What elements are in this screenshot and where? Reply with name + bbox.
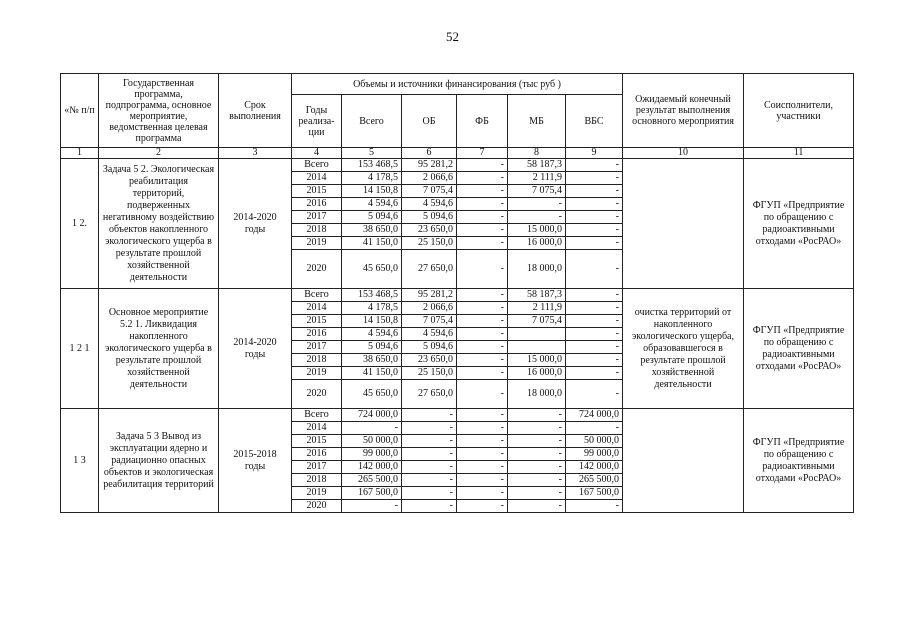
cell-vbs: 50 000,0 xyxy=(566,435,623,448)
cell-total: 38 650,0 xyxy=(342,224,402,237)
cell-total: 4 594,6 xyxy=(342,198,402,211)
cell-year: Всего xyxy=(292,289,342,302)
cell-fb: - xyxy=(457,198,508,211)
cell-fb: - xyxy=(457,461,508,474)
cell-fb: - xyxy=(457,159,508,172)
cell-mb: - xyxy=(508,198,566,211)
cell-vbs: - xyxy=(566,328,623,341)
column-number: 8 xyxy=(508,148,566,159)
cell-total: 142 000,0 xyxy=(342,461,402,474)
cell-vbs: - xyxy=(566,380,623,409)
column-number: 1 xyxy=(61,148,99,159)
cell-fb: - xyxy=(457,315,508,328)
column-number: 2 xyxy=(99,148,219,159)
cell-fb: - xyxy=(457,237,508,250)
cell-ob: 95 281,2 xyxy=(402,289,457,302)
cell-vbs: 265 500,0 xyxy=(566,474,623,487)
cell-total: 4 178,5 xyxy=(342,172,402,185)
cell-mb: - xyxy=(508,487,566,500)
cell-vbs: - xyxy=(566,211,623,224)
cell-ob: 25 150,0 xyxy=(402,237,457,250)
cell-mb: 16 000,0 xyxy=(508,237,566,250)
table-row xyxy=(61,289,854,302)
financing-table xyxy=(60,73,854,513)
cell-mb xyxy=(508,341,566,354)
cell-year: 2018 xyxy=(292,354,342,367)
header-term: Срок выполнения xyxy=(219,74,292,148)
section-number: 1 2. xyxy=(61,159,99,289)
cell-mb: 2 111,9 xyxy=(508,172,566,185)
column-number: 10 xyxy=(623,148,744,159)
cell-total: - xyxy=(342,422,402,435)
cell-year: Всего xyxy=(292,409,342,422)
cell-mb: - xyxy=(508,474,566,487)
cell-year: 2018 xyxy=(292,474,342,487)
cell-ob: 5 094,6 xyxy=(402,341,457,354)
cell-fb: - xyxy=(457,422,508,435)
column-numbers-row xyxy=(61,148,854,159)
cell-total: 5 094,6 xyxy=(342,211,402,224)
cell-fb: - xyxy=(457,250,508,289)
cell-fb: - xyxy=(457,380,508,409)
cell-mb: - xyxy=(508,448,566,461)
cell-mb: 18 000,0 xyxy=(508,250,566,289)
cell-fb: - xyxy=(457,185,508,198)
section-program: Задача 5 2. Экологическая реабилитация территорий, подверженных негативному воздействию объектов накопленного экологического ущерба в результате прошлой хозяйственной деятельности xyxy=(99,159,219,289)
cell-year: 2020 xyxy=(292,380,342,409)
cell-total: 41 150,0 xyxy=(342,237,402,250)
header-result: Ожидаемый конечный результат выполнения основного мероприятия xyxy=(623,74,744,148)
cell-year: 2015 xyxy=(292,315,342,328)
cell-total: 153 468,5 xyxy=(342,159,402,172)
cell-total: 4 178,5 xyxy=(342,302,402,315)
cell-total: 50 000,0 xyxy=(342,435,402,448)
header-program: Государственная программа, подпрограмма, основное мероприятие, ведомственная целевая программа xyxy=(99,74,219,148)
section-term: 2015-2018 годы xyxy=(219,409,292,513)
cell-total: 14 150,8 xyxy=(342,315,402,328)
cell-mb: 58 187,3 xyxy=(508,289,566,302)
cell-year: Всего xyxy=(292,159,342,172)
column-number: 11 xyxy=(744,148,854,159)
cell-vbs: - xyxy=(566,224,623,237)
section-program: Задача 5 3 Вывод из эксплуатации ядерно и радиационно опасных объектов и экологическая реабилитация территорий xyxy=(99,409,219,513)
cell-total: 5 094,6 xyxy=(342,341,402,354)
cell-year: 2016 xyxy=(292,448,342,461)
cell-ob: 95 281,2 xyxy=(402,159,457,172)
column-number: 3 xyxy=(219,148,292,159)
cell-ob: - xyxy=(402,500,457,513)
cell-ob: 23 650,0 xyxy=(402,354,457,367)
cell-vbs: 167 500,0 xyxy=(566,487,623,500)
cell-ob: - xyxy=(402,448,457,461)
cell-fb: - xyxy=(457,302,508,315)
cell-total: 41 150,0 xyxy=(342,367,402,380)
cell-ob: - xyxy=(402,409,457,422)
section-result: очистка территорий от накопленного экологического ущерба, образовавшегося в результате прошлой хозяйственной деятельности xyxy=(623,289,744,409)
cell-ob: 23 650,0 xyxy=(402,224,457,237)
cell-mb: 7 075,4 xyxy=(508,315,566,328)
cell-vbs: - xyxy=(566,500,623,513)
cell-vbs: - xyxy=(566,367,623,380)
cell-fb: - xyxy=(457,224,508,237)
cell-total: - xyxy=(342,500,402,513)
cell-vbs: - xyxy=(566,341,623,354)
cell-mb: 15 000,0 xyxy=(508,354,566,367)
cell-ob: - xyxy=(402,422,457,435)
cell-mb: - xyxy=(508,461,566,474)
cell-fb: - xyxy=(457,435,508,448)
cell-ob: - xyxy=(402,487,457,500)
cell-fb: - xyxy=(457,354,508,367)
cell-ob: 7 075,4 xyxy=(402,315,457,328)
column-number: 7 xyxy=(457,148,508,159)
table-header xyxy=(61,74,854,159)
table-row xyxy=(61,159,854,172)
cell-year: 2018 xyxy=(292,224,342,237)
cell-year: 2020 xyxy=(292,250,342,289)
section-term: 2014-2020 годы xyxy=(219,289,292,409)
cell-fb: - xyxy=(457,409,508,422)
cell-fb: - xyxy=(457,487,508,500)
cell-fb: - xyxy=(457,341,508,354)
cell-year: 2015 xyxy=(292,435,342,448)
cell-fb: - xyxy=(457,367,508,380)
cell-year: 2019 xyxy=(292,237,342,250)
cell-mb: - xyxy=(508,435,566,448)
cell-mb: - xyxy=(508,211,566,224)
column-number: 4 xyxy=(292,148,342,159)
table-row xyxy=(61,409,854,422)
section-result xyxy=(623,409,744,513)
cell-ob: 2 066,6 xyxy=(402,172,457,185)
cell-vbs: - xyxy=(566,289,623,302)
cell-vbs: - xyxy=(566,237,623,250)
cell-year: 2014 xyxy=(292,302,342,315)
section-number: 1 3 xyxy=(61,409,99,513)
table-body xyxy=(61,159,854,513)
cell-year: 2016 xyxy=(292,328,342,341)
section-program: Основное мероприятие 5.2 1. Ликвидация накопленного экологического ущерба в результате прошлой хозяйственной деятельности xyxy=(99,289,219,409)
cell-year: 2014 xyxy=(292,172,342,185)
header-fb: ФБ xyxy=(457,95,508,148)
cell-total: 45 650,0 xyxy=(342,250,402,289)
header-ob: ОБ xyxy=(402,95,457,148)
cell-ob: - xyxy=(402,461,457,474)
cell-ob: 5 094,6 xyxy=(402,211,457,224)
cell-ob: 4 594,6 xyxy=(402,328,457,341)
cell-mb: - xyxy=(508,500,566,513)
cell-fb: - xyxy=(457,289,508,302)
page-number: 52 xyxy=(446,29,459,44)
cell-total: 38 650,0 xyxy=(342,354,402,367)
cell-mb xyxy=(508,328,566,341)
header-num: «№ п/п xyxy=(61,74,99,148)
cell-ob: 7 075,4 xyxy=(402,185,457,198)
cell-fb: - xyxy=(457,211,508,224)
cell-ob: 2 066,6 xyxy=(402,302,457,315)
section-coexecutors: ФГУП «Предприятие по обращению с радиоактивными отходами «РосРАО» xyxy=(744,289,854,409)
cell-vbs: - xyxy=(566,250,623,289)
cell-total: 265 500,0 xyxy=(342,474,402,487)
cell-fb: - xyxy=(457,448,508,461)
cell-year: 2014 xyxy=(292,422,342,435)
cell-total: 4 594,6 xyxy=(342,328,402,341)
cell-fb: - xyxy=(457,500,508,513)
cell-mb: 15 000,0 xyxy=(508,224,566,237)
cell-ob: - xyxy=(402,474,457,487)
cell-vbs: - xyxy=(566,422,623,435)
section-number: 1 2 1 xyxy=(61,289,99,409)
cell-total: 45 650,0 xyxy=(342,380,402,409)
header-finance: Объемы и источники финансирования (тыс руб ) xyxy=(292,74,623,95)
cell-mb: 16 000,0 xyxy=(508,367,566,380)
cell-year: 2017 xyxy=(292,341,342,354)
header-mb: МБ xyxy=(508,95,566,148)
cell-mb: 2 111,9 xyxy=(508,302,566,315)
cell-total: 99 000,0 xyxy=(342,448,402,461)
header-vbs: ВБС xyxy=(566,95,623,148)
cell-mb: - xyxy=(508,409,566,422)
cell-mb: - xyxy=(508,422,566,435)
cell-mb: 58 187,3 xyxy=(508,159,566,172)
cell-ob: 27 650,0 xyxy=(402,250,457,289)
section-result xyxy=(623,159,744,289)
cell-year: 2019 xyxy=(292,487,342,500)
cell-year: 2015 xyxy=(292,185,342,198)
cell-total: 14 150,8 xyxy=(342,185,402,198)
cell-ob: 25 150,0 xyxy=(402,367,457,380)
section-coexecutors: ФГУП «Предприятие по обращению с радиоактивными отходами «РосРАО» xyxy=(744,409,854,513)
cell-vbs: - xyxy=(566,159,623,172)
column-number: 9 xyxy=(566,148,623,159)
section-coexecutors: ФГУП «Предприятие по обращению с радиоактивными отходами «РосРАО» xyxy=(744,159,854,289)
cell-ob: - xyxy=(402,435,457,448)
cell-year: 2017 xyxy=(292,211,342,224)
section-term: 2014-2020 годы xyxy=(219,159,292,289)
header-coexec: Соисполнители, участники xyxy=(744,74,854,148)
cell-total: 724 000,0 xyxy=(342,409,402,422)
cell-total: 153 468,5 xyxy=(342,289,402,302)
cell-vbs: - xyxy=(566,315,623,328)
cell-year: 2020 xyxy=(292,500,342,513)
header-years: Годы реализа-ции xyxy=(292,95,342,148)
cell-vbs: 99 000,0 xyxy=(566,448,623,461)
cell-year: 2016 xyxy=(292,198,342,211)
cell-vbs: - xyxy=(566,354,623,367)
column-number: 6 xyxy=(402,148,457,159)
cell-mb: 18 000,0 xyxy=(508,380,566,409)
cell-vbs: - xyxy=(566,185,623,198)
column-number: 5 xyxy=(342,148,402,159)
cell-year: 2019 xyxy=(292,367,342,380)
cell-ob: 4 594,6 xyxy=(402,198,457,211)
cell-total: 167 500,0 xyxy=(342,487,402,500)
cell-vbs: - xyxy=(566,302,623,315)
cell-fb: - xyxy=(457,328,508,341)
cell-mb: 7 075,4 xyxy=(508,185,566,198)
cell-year: 2017 xyxy=(292,461,342,474)
cell-vbs: - xyxy=(566,172,623,185)
cell-ob: 27 650,0 xyxy=(402,380,457,409)
cell-vbs: 142 000,0 xyxy=(566,461,623,474)
cell-fb: - xyxy=(457,474,508,487)
cell-fb: - xyxy=(457,172,508,185)
cell-vbs: 724 000,0 xyxy=(566,409,623,422)
header-total: Всего xyxy=(342,95,402,148)
cell-vbs: - xyxy=(566,198,623,211)
